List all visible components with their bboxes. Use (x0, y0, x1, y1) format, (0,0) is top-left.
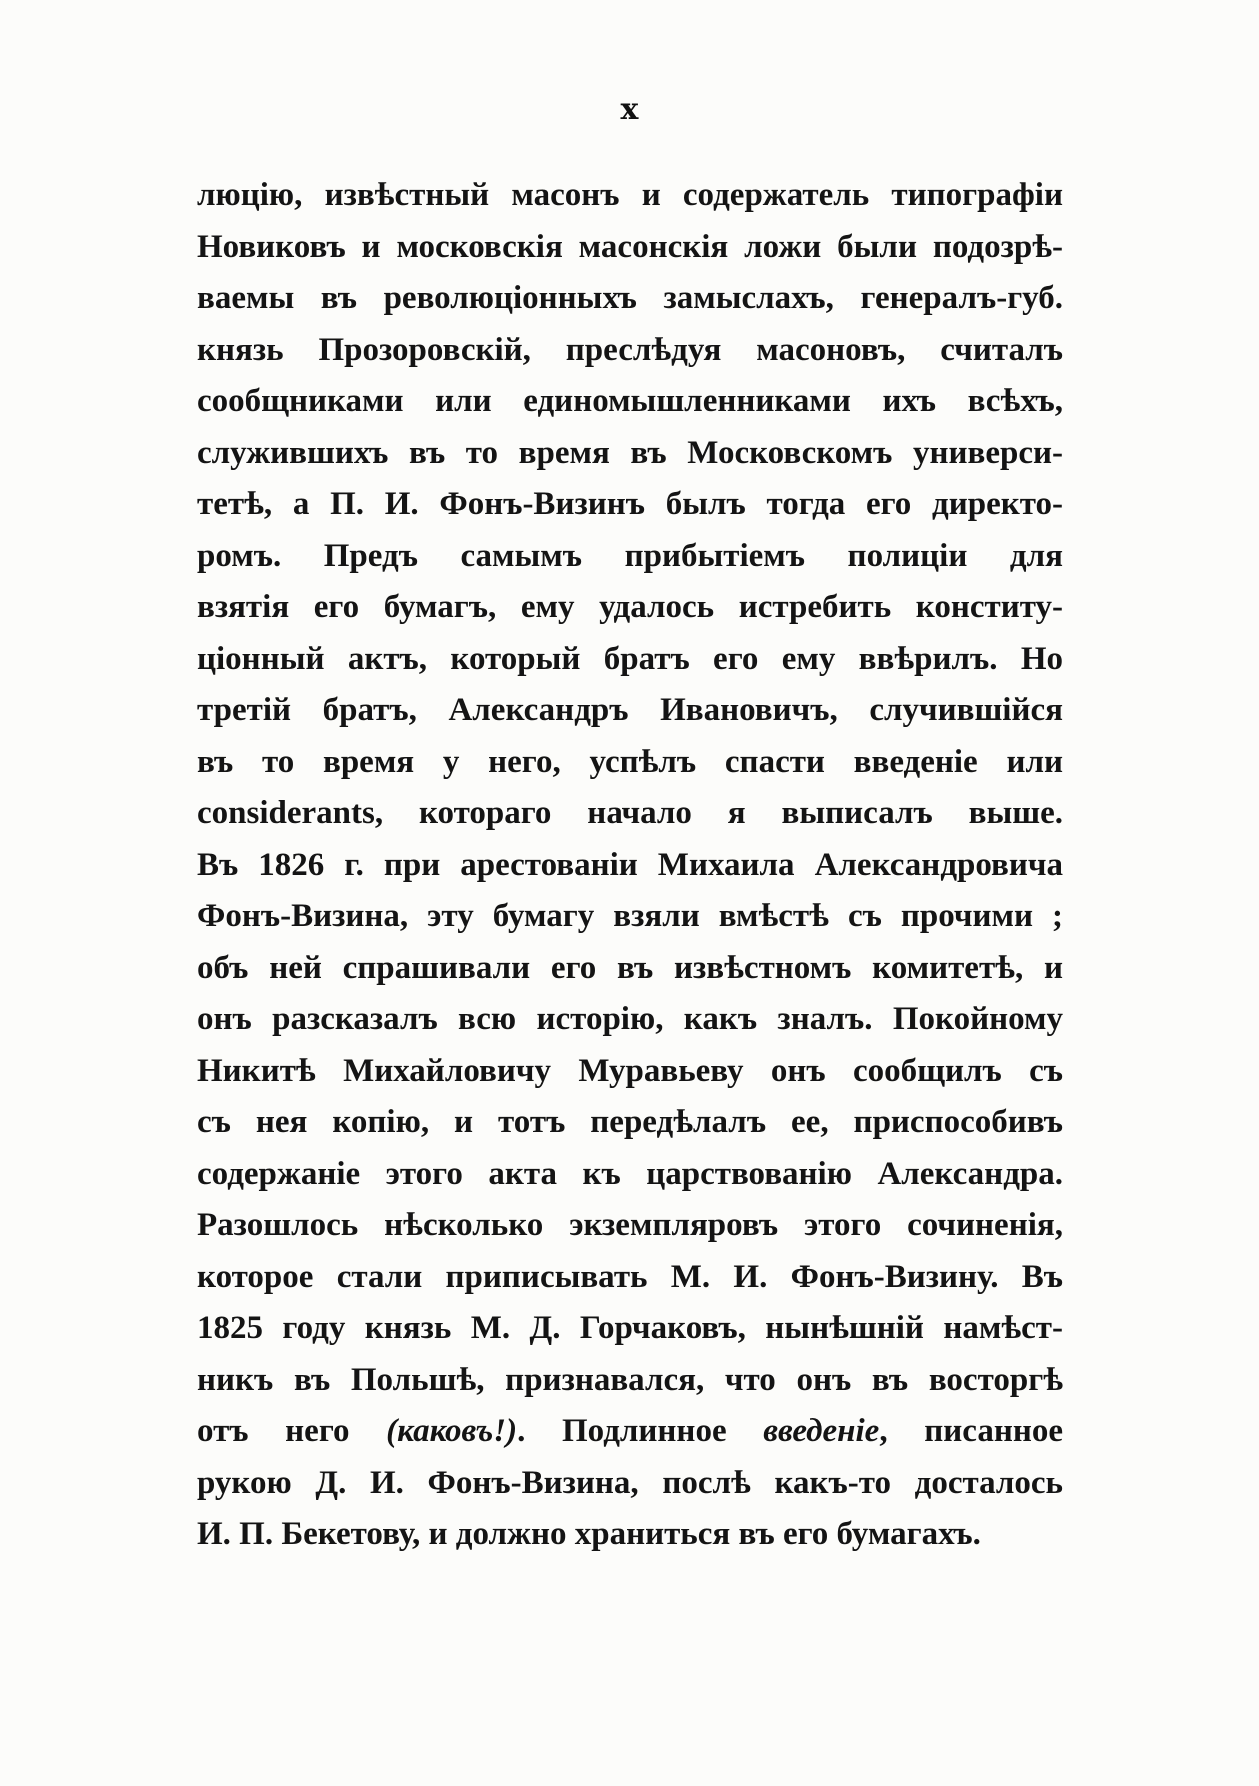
text-line: съ нея копію, и тотъ передѣлалъ ее, приспособивъ (197, 1104, 1063, 1140)
text-line: Новиковъ и московскія масонскія ложи были подозрѣ- (197, 228, 1063, 265)
text-line: содержаніе этого акта къ царствованію Александра. (197, 1155, 1063, 1192)
text-line: онъ разсказалъ всю исторію, какъ зналъ. Покойному (197, 1001, 1063, 1037)
text-line: тетѣ, а П. И. Фонъ-Визинъ былъ тогда его директо- (197, 486, 1063, 522)
text-segment: . Подлинное (517, 1413, 764, 1449)
text-line: люцію, извѣстный масонъ и содержатель типографіи (197, 177, 1063, 213)
text-line: Въ 1826 г. при арестованіи Михаила Александровича (197, 846, 1063, 883)
text-line: ціонный актъ, который братъ его ему ввѣрилъ. Но (197, 640, 1063, 677)
text-line: Фонъ-Визина, эту бумагу взяли вмѣстѣ съ прочими ; (197, 898, 1063, 934)
text-line: взятія его бумагъ, ему удалось истребить конститу- (197, 589, 1063, 625)
italic-exclamation: (каковъ!) (386, 1413, 518, 1449)
body-text (197, 170, 1063, 1561)
italic-term: введеніе (763, 1413, 880, 1449)
text-line: И. П. Бекетову, и должно храниться въ его бумагахъ. (197, 1516, 981, 1552)
text-line: которое стали приписывать М. И. Фонъ-Визину. Въ (197, 1258, 1063, 1295)
text-line: Никитѣ Михайловичу Муравьеву онъ сообщилъ съ (197, 1052, 1063, 1089)
text-line-mixed (197, 1406, 1063, 1458)
text-line: третій братъ, Александръ Ивановичъ, случившійся (197, 692, 1063, 728)
page-number: x (620, 92, 639, 127)
text-segment: , писанное (879, 1413, 1063, 1449)
text-line: considerants, котораго начало я выписалъ выше. (197, 795, 1063, 831)
text-line: 1825 году князь М. Д. Горчаковъ, нынѣшній намѣст- (197, 1310, 1063, 1346)
text-segment: отъ него (197, 1413, 387, 1449)
text-line: служившихъ въ то время въ Московскомъ универси- (197, 434, 1063, 471)
text-line: никъ въ Польшѣ, признавался, что онъ въ восторгѣ (197, 1361, 1063, 1398)
text-line: Разошлось нѣсколько экземпляровъ этого сочиненія, (197, 1207, 1063, 1243)
text-line: въ то время у него, успѣлъ спасти введеніе или (197, 743, 1063, 780)
text-line: объ ней спрашивали его въ извѣстномъ комитетѣ, и (197, 949, 1063, 986)
text-line: рукою Д. И. Фонъ-Визина, послѣ какъ-то досталось (197, 1464, 1063, 1501)
text-line: ромъ. Предъ самымъ прибытіемъ полиціи для (197, 537, 1063, 574)
text-line: князь Прозоровскій, преслѣдуя масоновъ, считалъ (197, 331, 1063, 368)
text-line: ваемы въ революціонныхъ замыслахъ, генералъ-губ. (197, 280, 1063, 316)
text-line: сообщниками или единомышленниками ихъ всѣхъ, (197, 383, 1063, 419)
